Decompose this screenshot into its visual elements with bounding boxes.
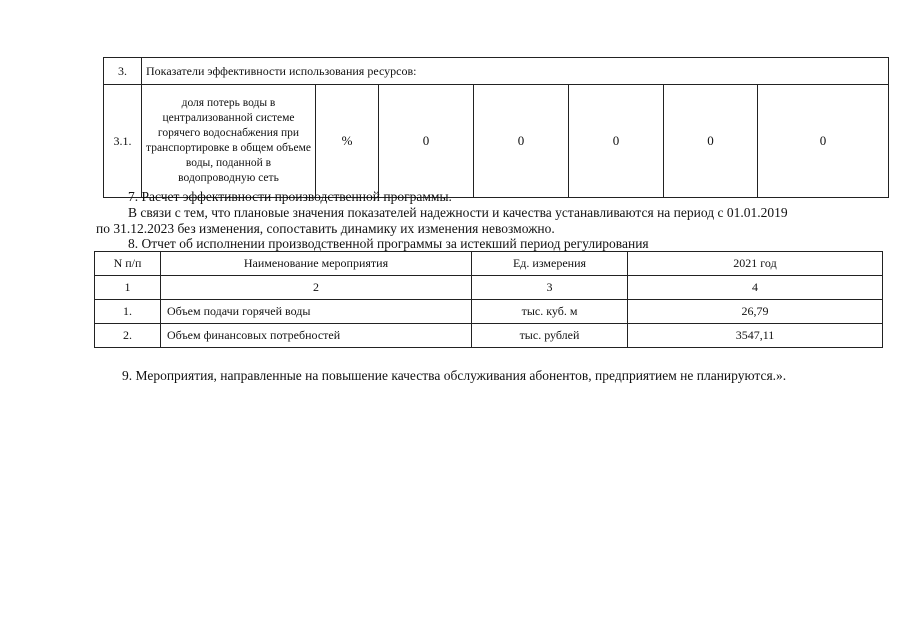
table-row — [104, 85, 889, 198]
index-cell: 2 — [161, 276, 472, 300]
value-cell: 0 — [474, 85, 569, 198]
header-cell: 2021 год — [628, 252, 883, 276]
table-row — [95, 300, 883, 324]
section-7-line-2: по 31.12.2023 без изменения, сопоставить динамику их изменения невозможно. — [96, 221, 555, 236]
table-header-row — [95, 252, 883, 276]
value-cell: 0 — [569, 85, 664, 198]
activity-name: Объем подачи горячей воды — [161, 300, 472, 324]
value-cell: 0 — [379, 85, 474, 198]
value-cell: 3547,11 — [628, 324, 883, 348]
section-title: Показатели эффективности использования ресурсов: — [142, 58, 889, 85]
header-cell: Ед. измерения — [472, 252, 628, 276]
unit-cell: тыс. рублей — [472, 324, 628, 348]
unit-cell: % — [316, 85, 379, 198]
index-cell: 1 — [95, 276, 161, 300]
table-index-row — [95, 276, 883, 300]
row-number: 1. — [95, 300, 161, 324]
section-8-heading: 8. Отчет об исполнении производственной программы за истекший период регулирования — [128, 236, 649, 251]
program-report-table — [94, 251, 883, 348]
value-cell: 26,79 — [628, 300, 883, 324]
row-number: 3. — [104, 58, 142, 85]
index-cell: 4 — [628, 276, 883, 300]
header-cell: N п/п — [95, 252, 161, 276]
index-cell: 3 — [472, 276, 628, 300]
resource-efficiency-table — [103, 57, 889, 198]
section-7-line-1: В связи с тем, что плановые значения показателей надежности и качества устанавливаются на период с 01.01.2019 — [128, 205, 788, 220]
header-cell: Наименование мероприятия — [161, 252, 472, 276]
activity-name: Объем финансовых потребностей — [161, 324, 472, 348]
section-9-text: 9. Мероприятия, направленные на повышение качества обслуживания абонентов, предприятием не планируются.». — [122, 368, 787, 383]
table-row — [104, 58, 889, 85]
section-7-heading: 7. Расчет эффективности производственной программы. — [128, 189, 452, 204]
table-row — [95, 324, 883, 348]
unit-cell: тыс. куб. м — [472, 300, 628, 324]
value-cell: 0 — [664, 85, 758, 198]
row-number: 3.1. — [104, 85, 142, 198]
row-number: 2. — [95, 324, 161, 348]
value-cell: 0 — [758, 85, 889, 198]
indicator-description: доля потерь воды в централизованной системе горячего водоснабжения при транспортировке в общем объеме воды, поданной в водопроводную сеть — [142, 85, 316, 198]
